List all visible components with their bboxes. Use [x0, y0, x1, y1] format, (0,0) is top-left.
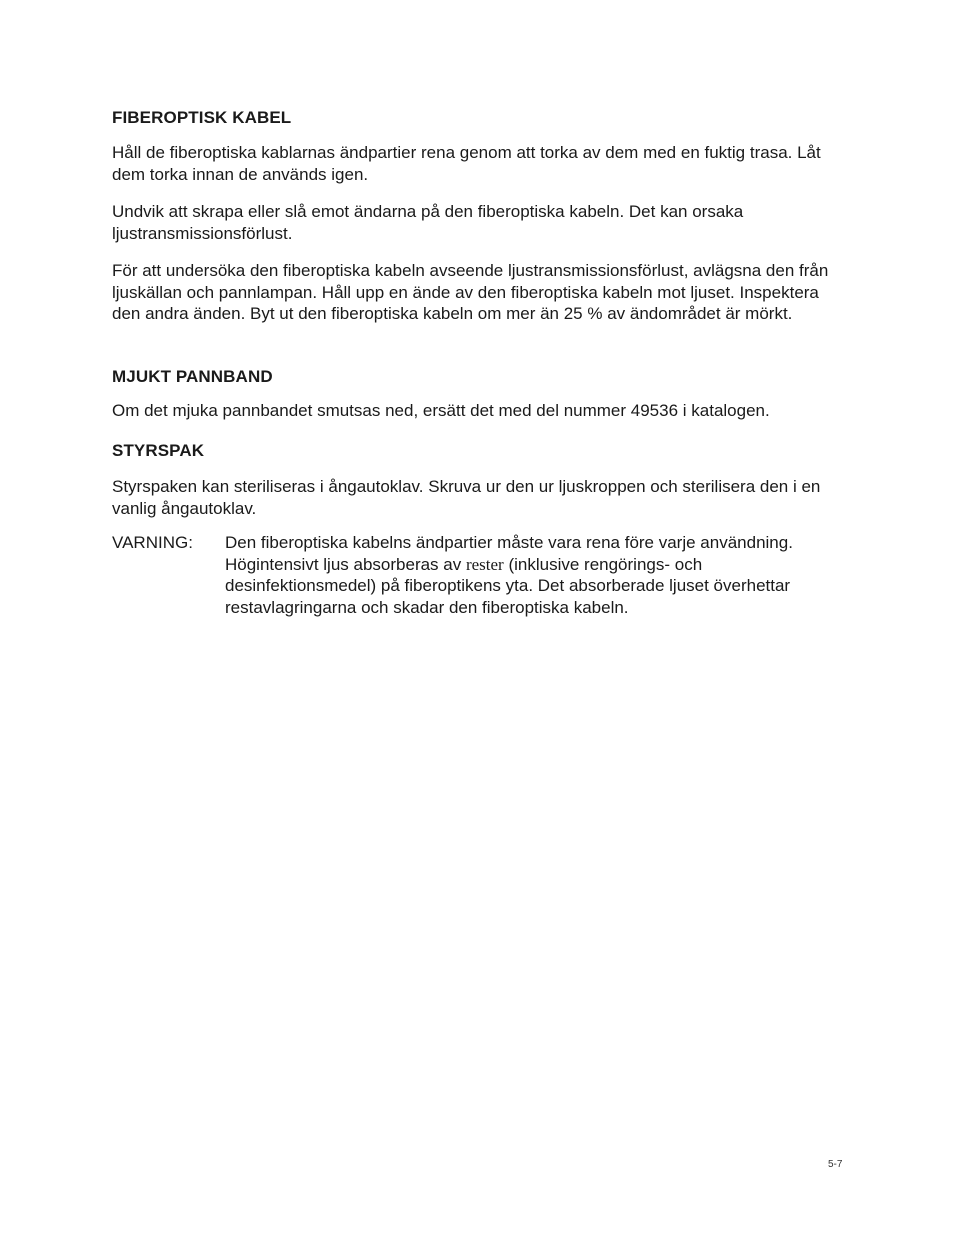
warning-label: VARNING:: [112, 533, 193, 552]
paragraph-avoid-scraping: Undvik att skrapa eller slå emot ändarna på den fiberoptiska kabeln. Det kan orsaka ljustransmissionsförlust.: [112, 202, 744, 243]
paragraph-sterilize-handle: Styrspaken kan steriliseras i ångautoklav. Skruva ur den ur ljuskroppen och sterilisera den i en vanlig ångautoklav.: [112, 477, 821, 518]
section-heading-fiberoptisk-kabel: FIBEROPTISK KABEL: [112, 108, 292, 127]
paragraph-inspect-cable: För att undersöka den fiberoptiska kabeln avseende ljustransmissionsförlust, avlägsna den från ljuskällan och pannlampan. Håll upp en ände av den fiberoptiska kabeln mot ljuset. Inspektera den andra änden. Byt ut den fiberoptiska kabeln om mer än 25 % av ändområdet är mörkt.: [112, 261, 829, 323]
warning-text: [225, 532, 845, 618]
warning-text-serif-word: rester: [465, 554, 504, 574]
warning-text-part-1: Den fiberoptiska kabelns ändpartier måste vara rena före varje användning. Högintensivt ljus absorberas av: [225, 533, 793, 574]
document-page: [112, 0, 852, 1235]
page-number: 5-7: [828, 1159, 843, 1170]
warning-text-part-2: (inklusive rengörings- och desinfektionsmedel) på fiberoptikens yta. Det absorberade ljuset överhettar restavlagringarna och skadar den fiberoptiska kabeln.: [225, 554, 791, 617]
section-heading-mjukt-pannband: MJUKT PANNBAND: [112, 367, 273, 386]
paragraph-headband-replacement: Om det mjuka pannbandet smutsas ned, ersätt det med del nummer 49536 i katalogen.: [112, 401, 770, 420]
section-heading-styrspak: STYRSPAK: [112, 441, 205, 460]
paragraph-cleaning-ends: Håll de fiberoptiska kablarnas ändpartier rena genom att torka av dem med en fuktig trasa. Låt dem torka innan de används igen.: [112, 143, 821, 184]
